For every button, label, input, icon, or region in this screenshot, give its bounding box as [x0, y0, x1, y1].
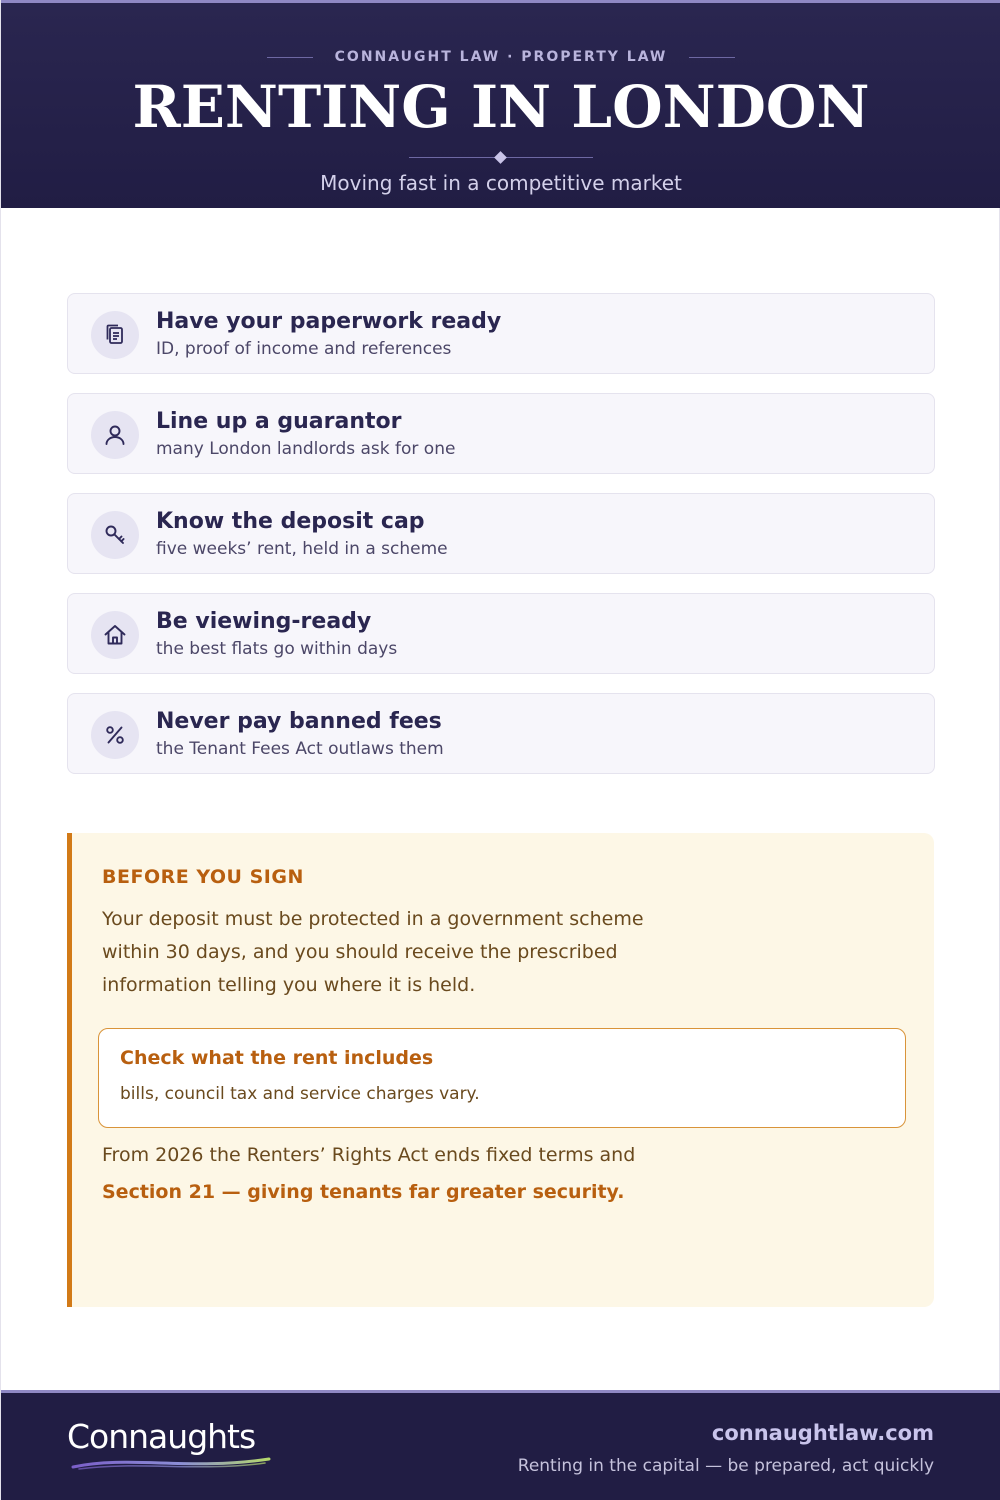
page-title: RENTING IN LONDON: [132, 73, 870, 141]
callout-foot-plain: From 2026 the Renters’ Rights Act ends fixed terms and: [102, 1144, 636, 1166]
step-desc: many London landlords ask for one: [156, 439, 456, 459]
logo-swoosh-icon: [69, 1453, 274, 1473]
step-desc: the Tenant Fees Act outlaws them: [156, 739, 444, 759]
before-you-sign-callout: [67, 833, 934, 1307]
documents-icon: [91, 311, 139, 359]
step-desc: five weeks’ rent, held in a scheme: [156, 539, 448, 559]
diamond-icon: [494, 151, 507, 164]
step-title: Line up a guarantor: [156, 409, 402, 434]
step-card-deposit: [67, 493, 935, 574]
logo-wordmark: Connaughts: [67, 1417, 256, 1456]
page-subtitle: Moving fast in a competitive market: [320, 171, 682, 195]
house-icon: [91, 611, 139, 659]
step-card-viewing: [67, 593, 935, 674]
step-desc: the best flats go within days: [156, 639, 398, 659]
step-card-guarantor: [67, 393, 935, 474]
kicker-rule-right: [689, 57, 735, 58]
step-card-paperwork: [67, 293, 935, 374]
percent-icon: [91, 711, 139, 759]
key-icon: [91, 511, 139, 559]
step-desc: ID, proof of income and references: [156, 339, 452, 359]
step-title: Have your paperwork ready: [156, 309, 502, 334]
diamond-divider: [409, 152, 593, 164]
kicker: CONNAUGHT LAW · PROPERTY LAW: [334, 49, 668, 65]
step-card-fees: [67, 693, 935, 774]
rent-includes-box: [98, 1028, 906, 1128]
kicker-row: [1, 49, 1000, 65]
rent-includes-title: Check what the rent includes: [120, 1047, 434, 1069]
person-icon: [91, 411, 139, 459]
callout-heading: BEFORE YOU SIGN: [102, 866, 304, 888]
callout-foot-bold: Section 21 — giving tenants far greater security.: [102, 1181, 625, 1203]
header-banner: [1, 0, 1000, 208]
steps-list: [67, 293, 935, 793]
kicker-rule-left: [267, 57, 313, 58]
step-title: Be viewing-ready: [156, 609, 372, 634]
callout-body: Your deposit must be protected in a government scheme within 30 days, and you should receive the prescribed information telling you where it is held.: [102, 908, 644, 996]
rent-includes-desc: bills, council tax and service charges vary.: [120, 1084, 480, 1104]
step-title: Never pay banned fees: [156, 709, 442, 734]
footer-tagline: Renting in the capital — be prepared, act quickly: [517, 1456, 934, 1476]
connaughts-logo[interactable]: [67, 1417, 287, 1477]
website-link[interactable]: connaughtlaw.com: [711, 1421, 934, 1445]
footer-bar: [1, 1390, 1000, 1500]
step-title: Know the deposit cap: [156, 509, 425, 534]
